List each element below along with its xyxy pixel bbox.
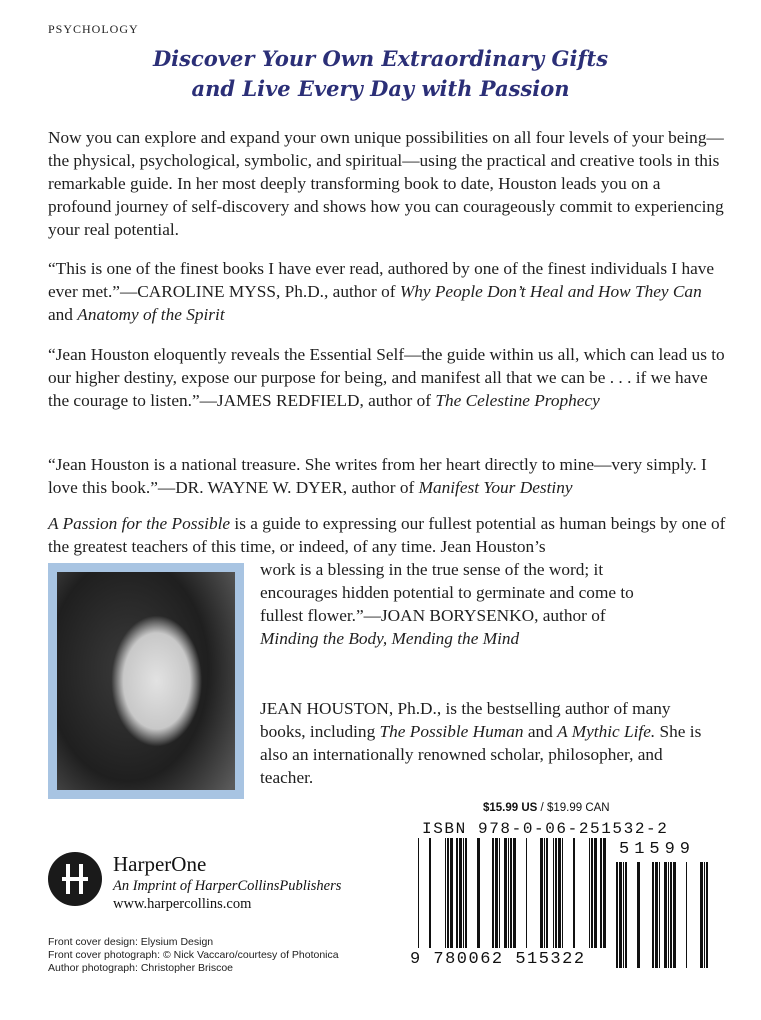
barcode-bar — [637, 862, 640, 968]
barcode-bar — [704, 862, 705, 968]
barcode-bar — [655, 862, 658, 968]
barcode-bar — [465, 838, 467, 948]
credit-line: Author photograph: Christopher Briscoe — [48, 962, 234, 974]
barcode-bar — [589, 838, 590, 948]
barcode-bar — [463, 838, 464, 948]
headline-line-2: and Live Every Day with Passion — [191, 76, 570, 101]
barcode-bar — [573, 838, 575, 948]
barcode-bar — [558, 838, 561, 948]
barcode-bar — [499, 838, 500, 948]
barcode-bar — [459, 838, 462, 948]
barcode-bar — [603, 838, 606, 948]
author-bio: JEAN HOUSTON, Ph.D., is the bestselling author of many books, including The Possible Human and A Mythic Life. She is also an internationally renowned scholar, philosopher, and teacher. — [260, 699, 702, 787]
barcode-bar — [619, 862, 622, 968]
barcode-bar — [445, 838, 446, 948]
headline-line-1: Discover Your Own Extraordinary Gifts — [152, 46, 609, 71]
barcode-bar — [546, 838, 548, 948]
barcode-bar — [508, 838, 509, 948]
harperone-logo-icon — [48, 852, 102, 906]
barcode-bar — [670, 862, 672, 968]
barcode-bar — [616, 862, 618, 968]
barcode-bar — [600, 838, 602, 948]
barcode-bar — [664, 862, 667, 968]
publisher-url: www.harpercollins.com — [113, 896, 252, 912]
credits — [48, 936, 339, 975]
barcode-addon — [614, 862, 712, 968]
blurb-dyer: “Jean Houston is a national treasure. She writes from her heart directly to mine—very simply. I love this book.”—DR. WAYNE W. DYER, author of Manifest Your Destiny — [48, 455, 707, 497]
barcode-bar — [652, 862, 654, 968]
barcode-bar — [553, 838, 554, 948]
credit-line: Front cover design: Elysium Design — [48, 936, 214, 948]
barcode-bar — [526, 838, 527, 948]
barcode-addon-digits: 51599 — [619, 840, 696, 859]
barcode-bar — [686, 862, 687, 968]
blurb-redfield: “Jean Houston eloquently reveals the Essential Self—the guide within us all, which can lead us to our higher destiny, expose our purpose for being, and manifest all that we can be . . . if we have the courage to listen.”—JAMES REDFIELD, author of The Celestine Prophecy — [48, 345, 725, 410]
barcode-bar — [477, 838, 480, 948]
price: $15.99 US / $19.99 CAN — [483, 802, 610, 814]
barcode-bar — [706, 862, 708, 968]
barcode-bar — [673, 862, 676, 968]
barcode-bar — [659, 862, 660, 968]
blurb-borysenko: A Passion for the Possible is a guide to expressing our fullest potential as human beings by one of the greatest teachers of this time, or indeed, of any time. Jean Houston’s work is a blessing in the true sense of the word; it encourages hidden potential to germinate and come to fullest flower.”—JOAN BORYSENKO, author of Minding the Body, Mending the Mind — [48, 514, 726, 648]
publisher-imprint: An Imprint of HarperCollinsPublishers — [113, 878, 342, 894]
author-photo-frame — [48, 563, 244, 799]
barcode-bar — [429, 838, 431, 948]
credit-line: Front cover photograph: © Nick Vaccaro/courtesy of Photonica — [48, 949, 339, 961]
barcode — [418, 838, 606, 948]
publisher-name: HarperOne — [113, 852, 207, 876]
barcode-bar — [418, 838, 419, 948]
barcode-bar — [456, 838, 458, 948]
barcode-bar — [510, 838, 512, 948]
barcode-bar — [492, 838, 494, 948]
barcode-bar — [668, 862, 669, 968]
barcode-ean-digits: 9 780062 515322 — [410, 950, 586, 969]
barcode-bar — [495, 838, 498, 948]
category-label: PSYCHOLOGY — [48, 22, 139, 36]
barcode-bar — [544, 838, 545, 948]
barcode-bar — [540, 838, 543, 948]
barcode-bar — [447, 838, 449, 948]
barcode-bar — [562, 838, 563, 948]
barcode-bar — [591, 838, 593, 948]
barcode-bar — [700, 862, 703, 968]
barcode-bar — [555, 838, 557, 948]
blurb-myss: “This is one of the finest books I have ever read, authored by one of the finest individuals I have ever met.”—CAROLINE MYSS, Ph.D., author of Why People Don’t Heal and How They Can and Anatomy of the Spirit — [48, 259, 715, 324]
barcode-bar — [504, 838, 507, 948]
description: Now you can explore and expand your own unique possibilities on all four levels of your being—the physical, psychological, symbolic, and spiritual—using the practical and creative tools in this remarkable guide. In her most deeply transforming book to date, Houston leads you on a profound journey of self-discovery and shows how you can courageously commit to experiencing your real potential. — [48, 128, 724, 239]
isbn-label: ISBN 978-0-06-251532-2 — [422, 820, 669, 838]
barcode-bar — [594, 838, 597, 948]
barcode-bar — [623, 862, 624, 968]
barcode-bar — [625, 862, 627, 968]
author-photo — [57, 572, 235, 790]
barcode-bar — [450, 838, 453, 948]
barcode-bar — [513, 838, 516, 948]
